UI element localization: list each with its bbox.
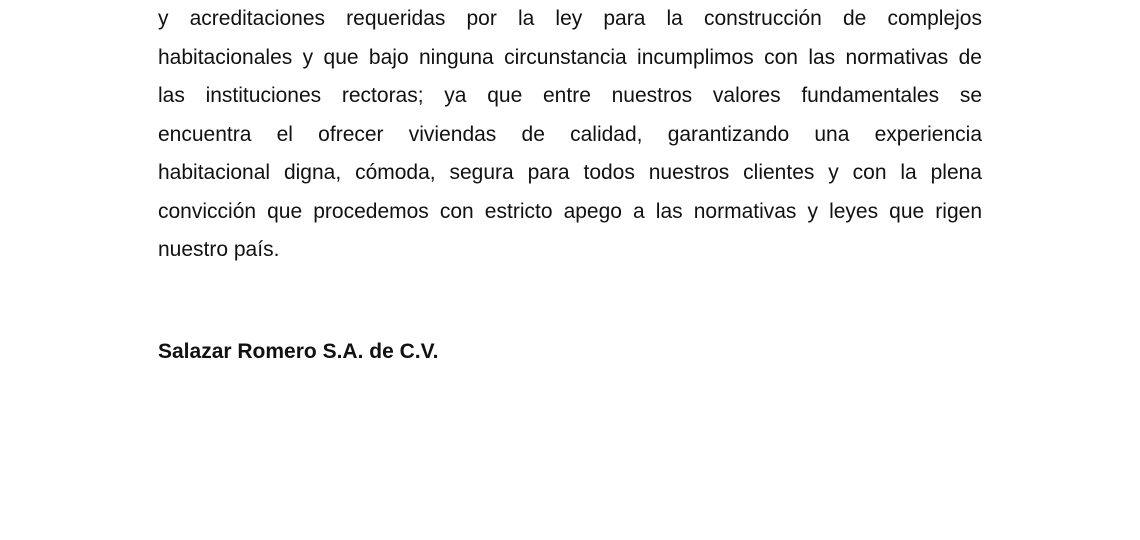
paragraph-line: encuentra el ofrecer viviendas de calidad, garantizando una experiencia (158, 122, 982, 146)
paragraph-line: convicción que procedemos con estricto apego a las normativas y leyes que rigen (158, 199, 982, 223)
body-paragraph (158, 0, 982, 270)
company-signature: Salazar Romero S.A. de C.V. (158, 340, 439, 363)
paragraph-line: habitacional digna, cómoda, segura para todos nuestros clientes y con la plena (158, 161, 982, 184)
paragraph-line: habitacionales y que bajo ninguna circunstancia incumplimos con las normativas de (158, 45, 982, 69)
paragraph-line: nuestro país. (158, 238, 280, 261)
paragraph-line: las instituciones rectoras; ya que entre nuestros valores fundamentales se (158, 84, 982, 107)
paragraph-line: y acreditaciones requeridas por la ley para la construcción de complejos (158, 7, 982, 30)
